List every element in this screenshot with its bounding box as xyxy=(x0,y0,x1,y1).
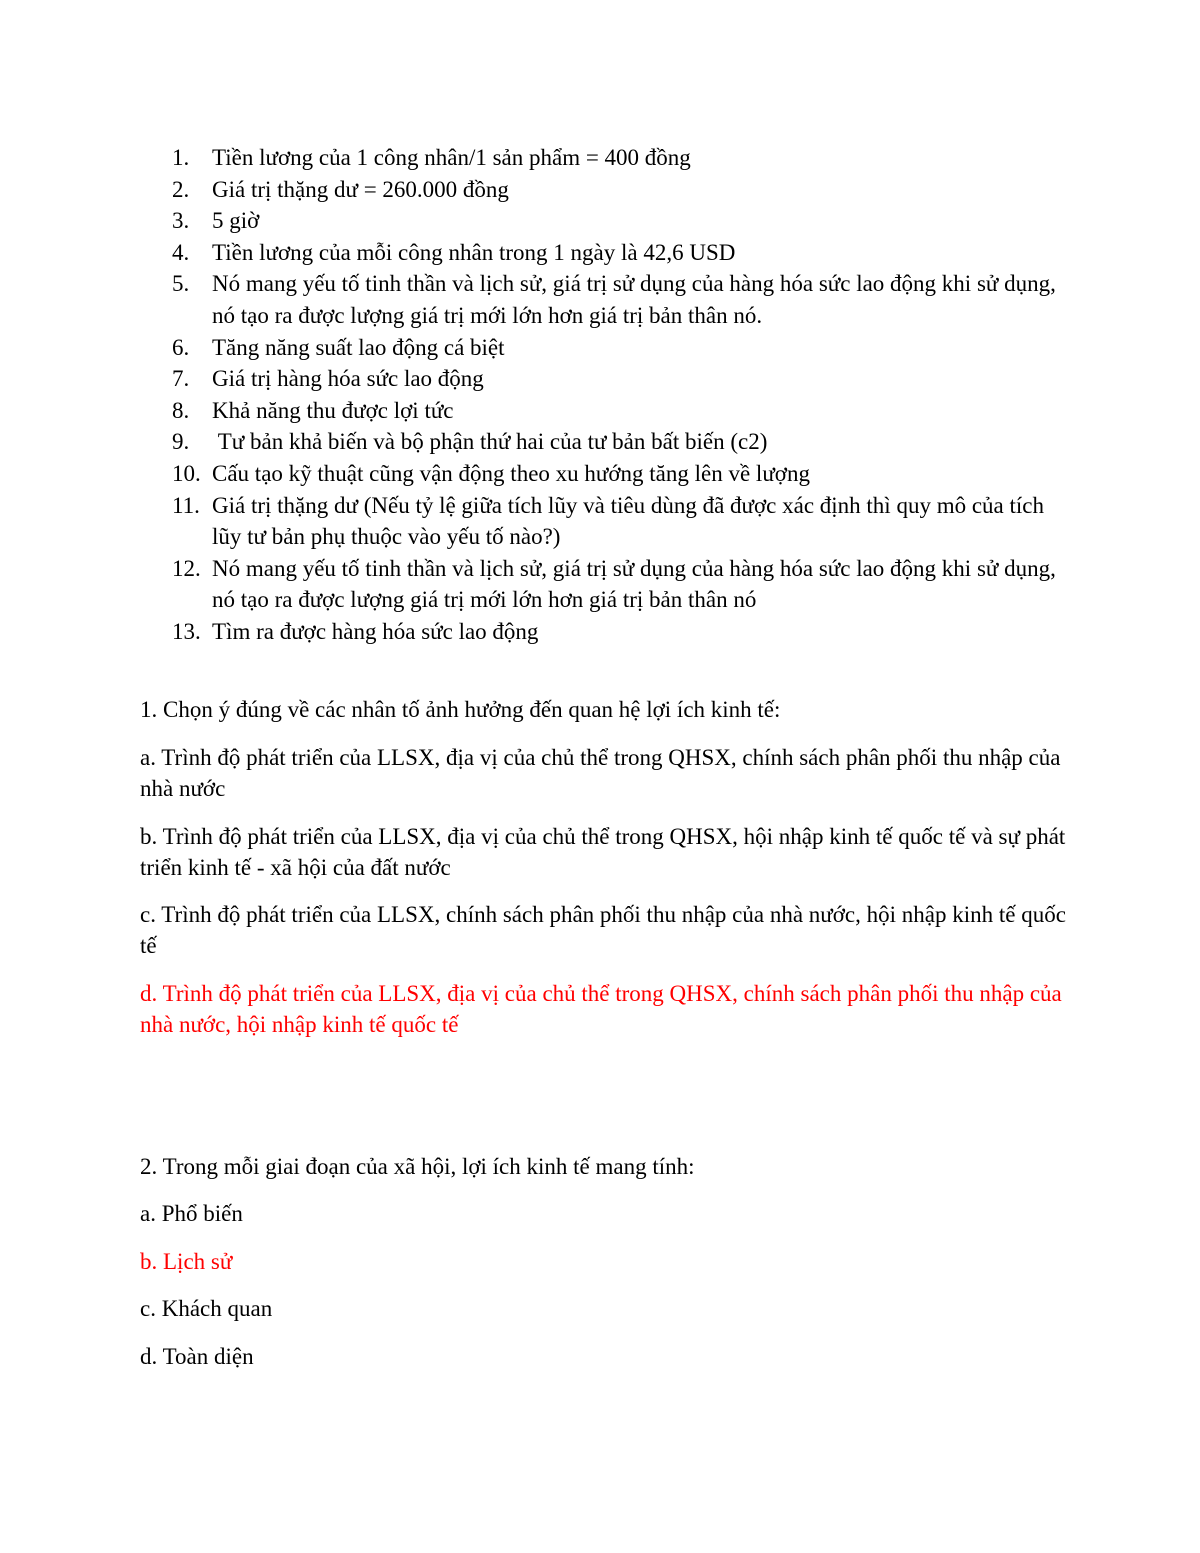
answer-text: Cấu tạo kỹ thuật cũng vận động theo xu hướng tăng lên về lượng xyxy=(212,460,810,486)
answer-number: 6. xyxy=(172,334,190,360)
answer-text: Nó mang yếu tố tinh thần và lịch sử, giá trị sử dụng của hàng hóa sức lao động khi sử dụng, nó tạo ra được lượng giá trị mới lớn hơn giá trị bản thân nó. xyxy=(212,271,1056,328)
answer-number: 9. xyxy=(172,429,190,455)
answer-list xyxy=(140,142,1070,648)
answer-item-2 xyxy=(140,174,1070,206)
answer-item-7 xyxy=(140,363,1070,395)
question-2-prompt: 2. Trong mỗi giai đoạn của xã hội, lợi ích kinh tế mang tính: xyxy=(140,1154,695,1179)
answer-item-1 xyxy=(140,142,1070,174)
answer-text: Giá trị thặng dư = 260.000 đồng xyxy=(212,176,509,202)
answer-number: 3. xyxy=(172,208,190,234)
answer-text: Giá trị thặng dư (Nếu tỷ lệ giữa tích lũy và tiêu dùng đã được xác định thì quy mô của tích lũy tư bản phụ thuộc vào yếu tố nào?) xyxy=(212,492,1044,550)
answer-number: 8. xyxy=(172,397,190,423)
answer-text: Tư bản khả biến và bộ phận thứ hai của tư bản bất biến (c2) xyxy=(212,429,768,455)
answer-item-3 xyxy=(140,205,1070,237)
answer-text: Khả năng thu được lợi tức xyxy=(212,397,454,423)
question-1-option-d-correct: d. Trình độ phát triển của LLSX, địa vị của chủ thể trong QHSX, chính sách phân phối thu nhập của nhà nước, hội nhập kinh tế quốc tế xyxy=(140,981,1062,1037)
answer-text: Tìm ra được hàng hóa sức lao động xyxy=(212,618,539,644)
answer-number: 4. xyxy=(172,239,190,265)
question-2-option-a: a. Phổ biến xyxy=(140,1201,243,1226)
answer-text: Giá trị hàng hóa sức lao động xyxy=(212,366,484,392)
question-2-option-d: d. Toàn diện xyxy=(140,1344,254,1369)
answer-item-13 xyxy=(140,616,1070,648)
answer-item-9 xyxy=(140,426,1070,458)
answer-item-11 xyxy=(140,490,1070,553)
answer-number: 7. xyxy=(172,366,190,392)
answer-item-12 xyxy=(140,553,1070,616)
answer-text: 5 giờ xyxy=(212,208,260,234)
answer-text: Tiền lương của 1 công nhân/1 sản phẩm = 400 đồng xyxy=(212,145,691,170)
answer-item-6 xyxy=(140,332,1070,364)
answer-number: 2. xyxy=(172,176,190,202)
question-1-option-a: a. Trình độ phát triển của LLSX, địa vị của chủ thể trong QHSX, chính sách phân phối thu nhập của nhà nước xyxy=(140,745,1061,801)
answer-number: 1. xyxy=(172,145,190,170)
answer-item-5 xyxy=(140,268,1070,331)
answer-item-10 xyxy=(140,458,1070,490)
question-2-option-c: c. Khách quan xyxy=(140,1296,273,1321)
answer-text: Tăng năng suất lao động cá biệt xyxy=(212,334,505,360)
question-1-option-c: c. Trình độ phát triển của LLSX, chính sách phân phối thu nhập của nhà nước, hội nhập kinh tế quốc tế xyxy=(140,902,1066,958)
answer-text: Tiền lương của mỗi công nhân trong 1 ngày là 42,6 USD xyxy=(212,239,736,265)
answer-text: Nó mang yếu tố tinh thần và lịch sử, giá trị sử dụng của hàng hóa sức lao động khi sử dụng, nó tạo ra được lượng giá trị mới lớn hơn giá trị bản thân nó xyxy=(212,555,1056,613)
answer-number: 13. xyxy=(172,618,201,644)
answer-item-4 xyxy=(140,237,1070,269)
question-2-option-b-correct: b. Lịch sử xyxy=(140,1249,233,1274)
answer-number: 5. xyxy=(172,271,190,297)
question-1-option-b: b. Trình độ phát triển của LLSX, địa vị của chủ thể trong QHSX, hội nhập kinh tế quốc tế và sự phát triển kinh tế - xã hội của đất nước xyxy=(140,824,1066,880)
question-1-prompt: 1. Chọn ý đúng về các nhân tố ảnh hưởng đến quan hệ lợi ích kinh tế: xyxy=(140,697,781,722)
answer-item-8 xyxy=(140,395,1070,427)
answer-number: 11. xyxy=(172,492,200,518)
answer-number: 10. xyxy=(172,460,201,486)
answer-number: 12. xyxy=(172,555,201,581)
